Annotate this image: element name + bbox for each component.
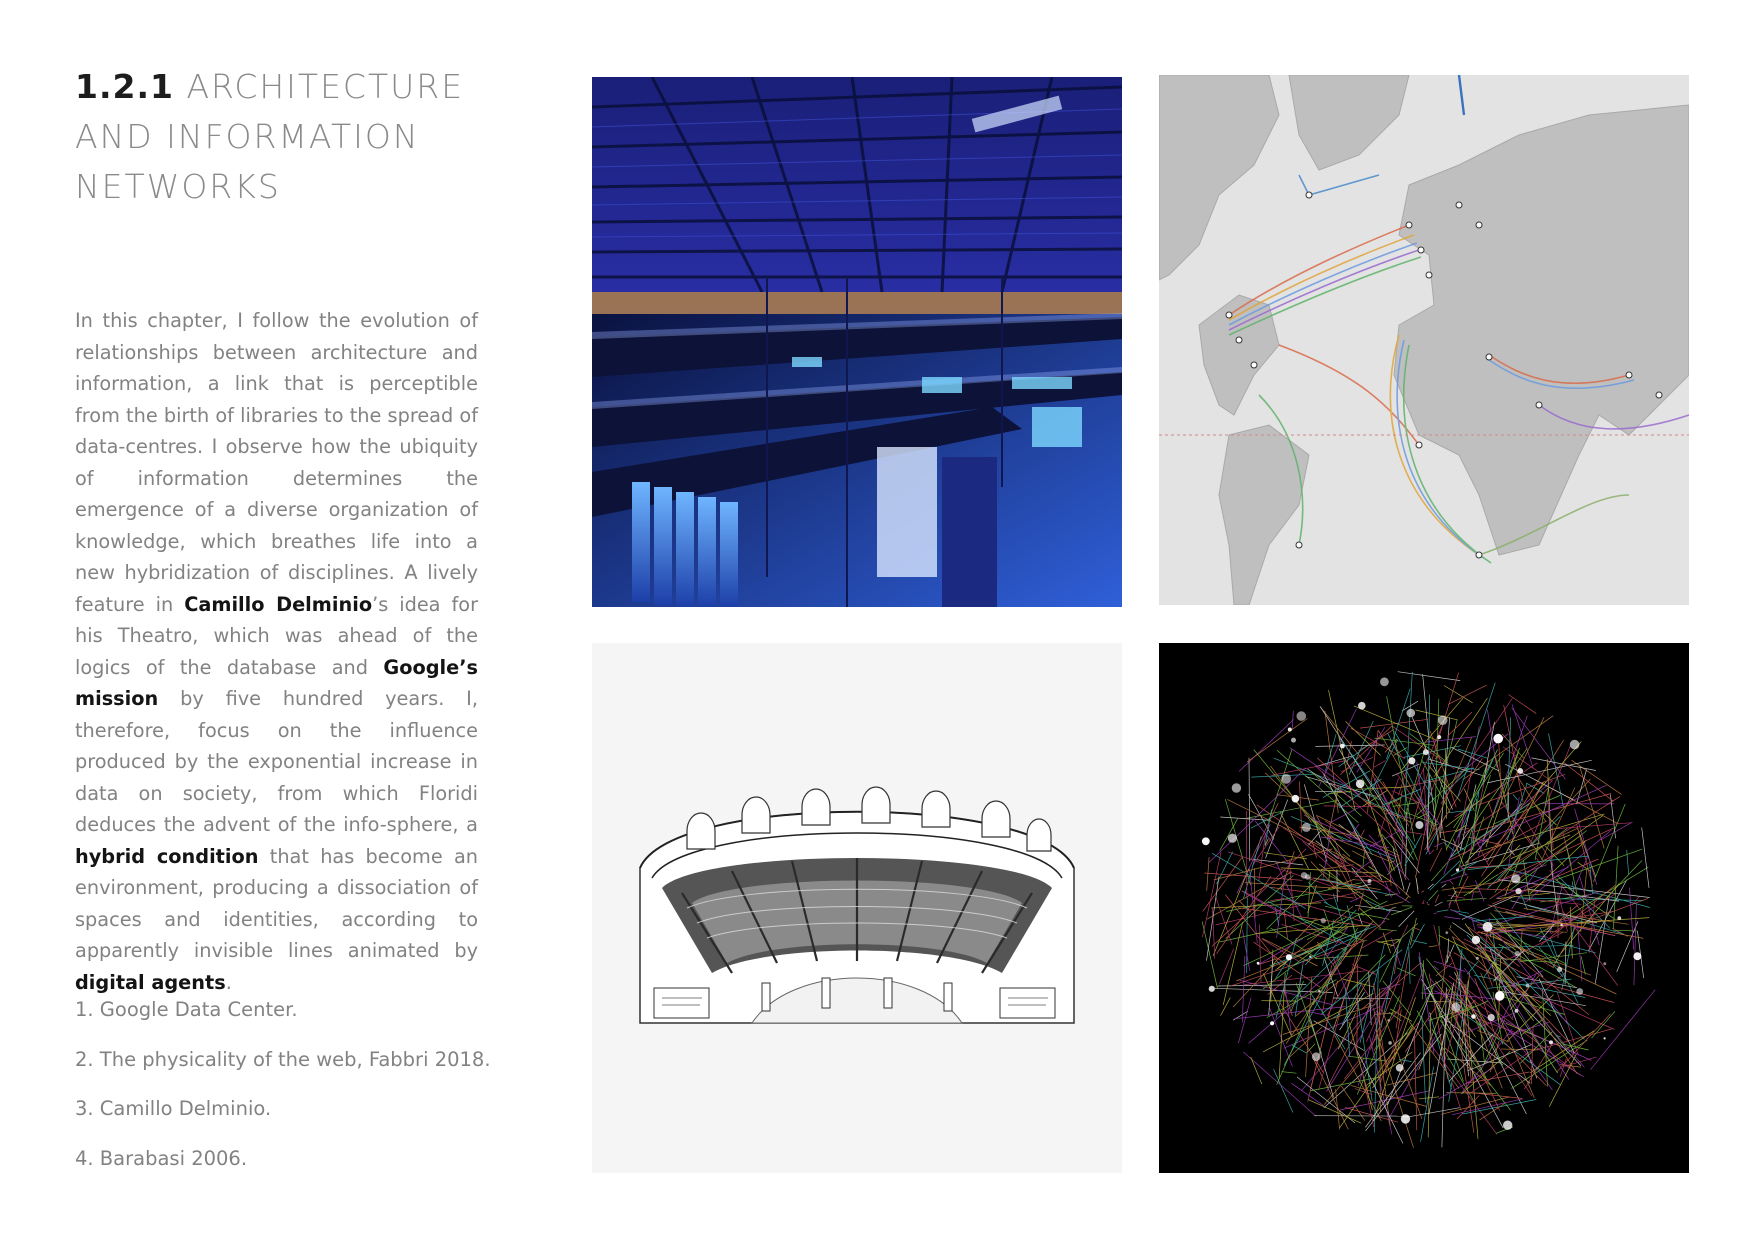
- body-text-2: ’s idea for his Theatro, which was ahead of the logics of the database and: [75, 592, 479, 679]
- chapter-intro-paragraph: [75, 305, 478, 998]
- data-center-photo: [592, 77, 1122, 607]
- body-text-5: .: [225, 970, 232, 994]
- submarine-cable-map: [1159, 75, 1689, 605]
- internet-network-graph: [1159, 643, 1689, 1173]
- highlight-digital-agents: digital agents: [75, 970, 226, 994]
- memory-theatre-engraving: [592, 643, 1122, 1173]
- body-text-3: by five hundred years. I, therefore, focus on the influence produced by the exponential increase in data on society, from which Floridi deduces the advent of the info-sphere, a: [75, 687, 478, 836]
- figure-captions: [75, 997, 495, 1195]
- page-title: [75, 62, 495, 212]
- caption-1: 1. Google Data Center.: [75, 998, 298, 1021]
- caption-4: 4. Barabasi 2006.: [75, 1146, 248, 1170]
- section-title: ARCHITECTURE AND INFORMATION NETWORKS: [75, 67, 465, 206]
- highlight-googles-mission: Google’s mission: [75, 655, 478, 710]
- body-text-4: that has become an environment, producing a dissociation of spaces and identities, according to apparently invisible lines animated by: [75, 844, 479, 962]
- caption-2: 2. The physicality of the web, Fabbri 2018.: [75, 1047, 491, 1071]
- highlight-hybrid-condition: hybrid condition: [75, 844, 259, 868]
- highlight-camillo-delminio: Camillo Delminio: [184, 592, 373, 616]
- caption-3: 3. Camillo Delminio.: [75, 1097, 272, 1120]
- section-number: 1.2.1: [75, 67, 174, 106]
- body-text-1: In this chapter, I follow the evolution of relationships between architecture and information, a link that is perceptible from the birth of libraries to the spread of data-centres. I observe how the ubiquity of information determines the emergence of a diverse organization of knowledge, which breathes life into a new hybridization of disciplines. A lively feature in: [75, 309, 478, 616]
